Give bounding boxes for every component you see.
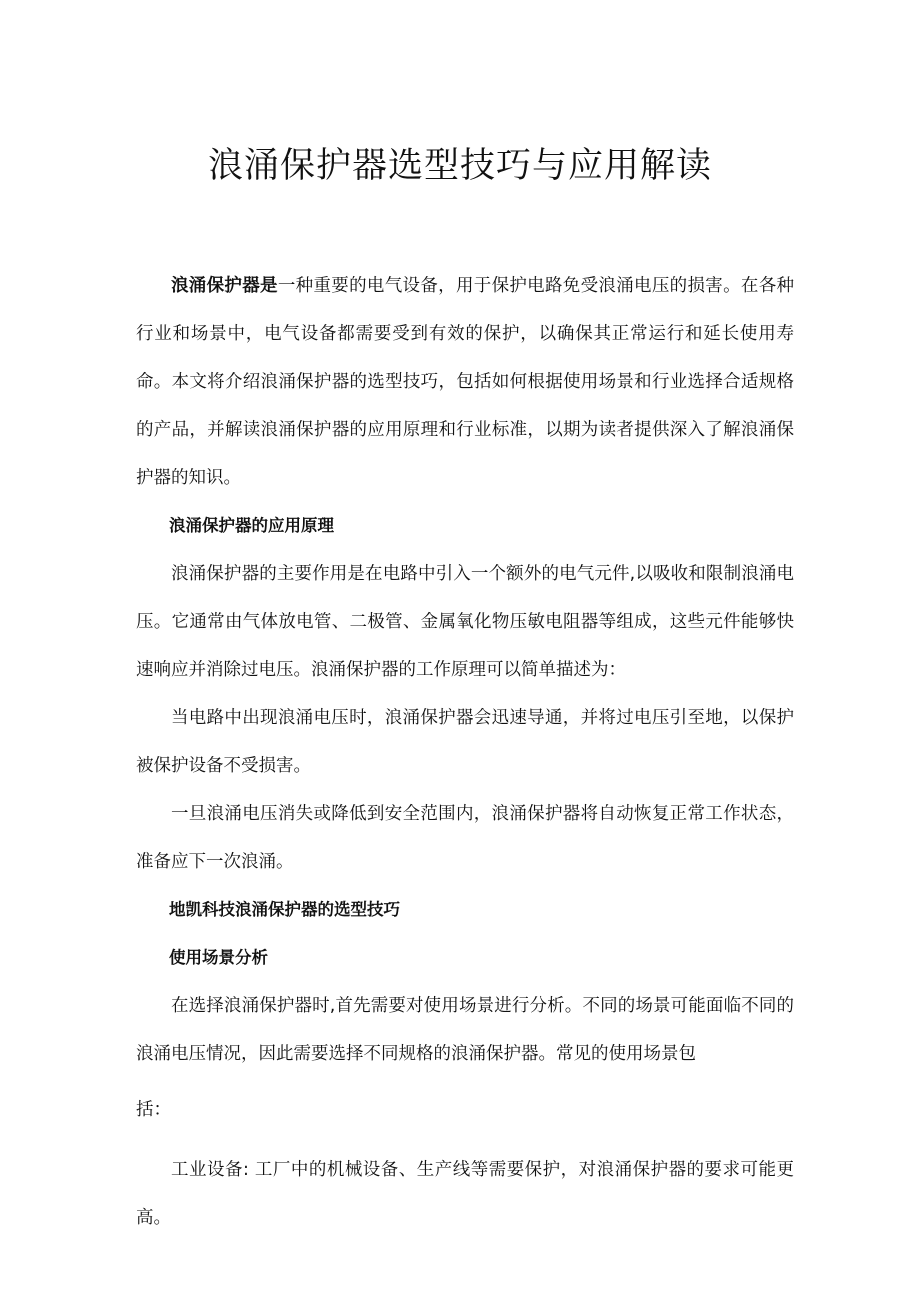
principle-paragraph-1: 浪涌保护器的主要作用是在电路中引入一个额外的电气元件,以吸收和限制浪涌电压。它通常由气体放电管、二极管、金属氧化物压敏电阻器等组成，这些元件能够快速响应并消除过电压。浪涌保护器的工作原理可以简单描述为： [136, 564, 794, 680]
principle-paragraph-2: 当电路中出现浪涌电压时，浪涌保护器会迅速导通，并将过电压引至地，以保护被保护设备不受损害。 [136, 708, 794, 776]
selection-paragraph-1: 在选择浪涌保护器时,首先需要对使用场景进行分析。不同的场景可能面临不同的浪涌电压情况，因此需要选择不同规格的浪涌保护器。常见的使用场景包 [136, 996, 794, 1064]
principle-paragraph-3: 一旦浪涌电压消失或降低到安全范围内，浪涌保护器将自动恢复正常工作状态，准备应下一次浪涌。 [136, 804, 794, 872]
intro-paragraph [136, 262, 794, 502]
subheading-scenario-analysis: 使用场景分析 [169, 948, 268, 967]
intro-lead-term: 浪涌保护器是 [171, 276, 278, 296]
selection-paragraph-1-tail: 括： [136, 1100, 171, 1120]
document-body [136, 262, 794, 1242]
intro-text: 一种重要的电气设备，用于保护电路免受浪涌电压的损害。在各种行业和场景中，电气设备都需要受到有效的保护，以确保其正常运行和延长使用寿命。本文将介绍浪涌保护器的选型技巧，包括如何根据使用场景和行业选择合适规格的产品，并解读浪涌保护器的应用原理和行业标准，以期为读者提供深入了解浪涌保护器的知识。 [136, 276, 795, 488]
section-heading-principle: 浪涌保护器的应用原理 [169, 516, 334, 535]
selection-paragraph-2: 工业设备: 工厂中的机械设备、生产线等需要保护，对浪涌保护器的要求可能更高。 [136, 1160, 794, 1228]
section-heading-selection: 地凯科技浪涌保护器的选型技巧 [169, 900, 400, 919]
document-title: 浪涌保护器选型技巧与应用解读 [207, 146, 712, 186]
